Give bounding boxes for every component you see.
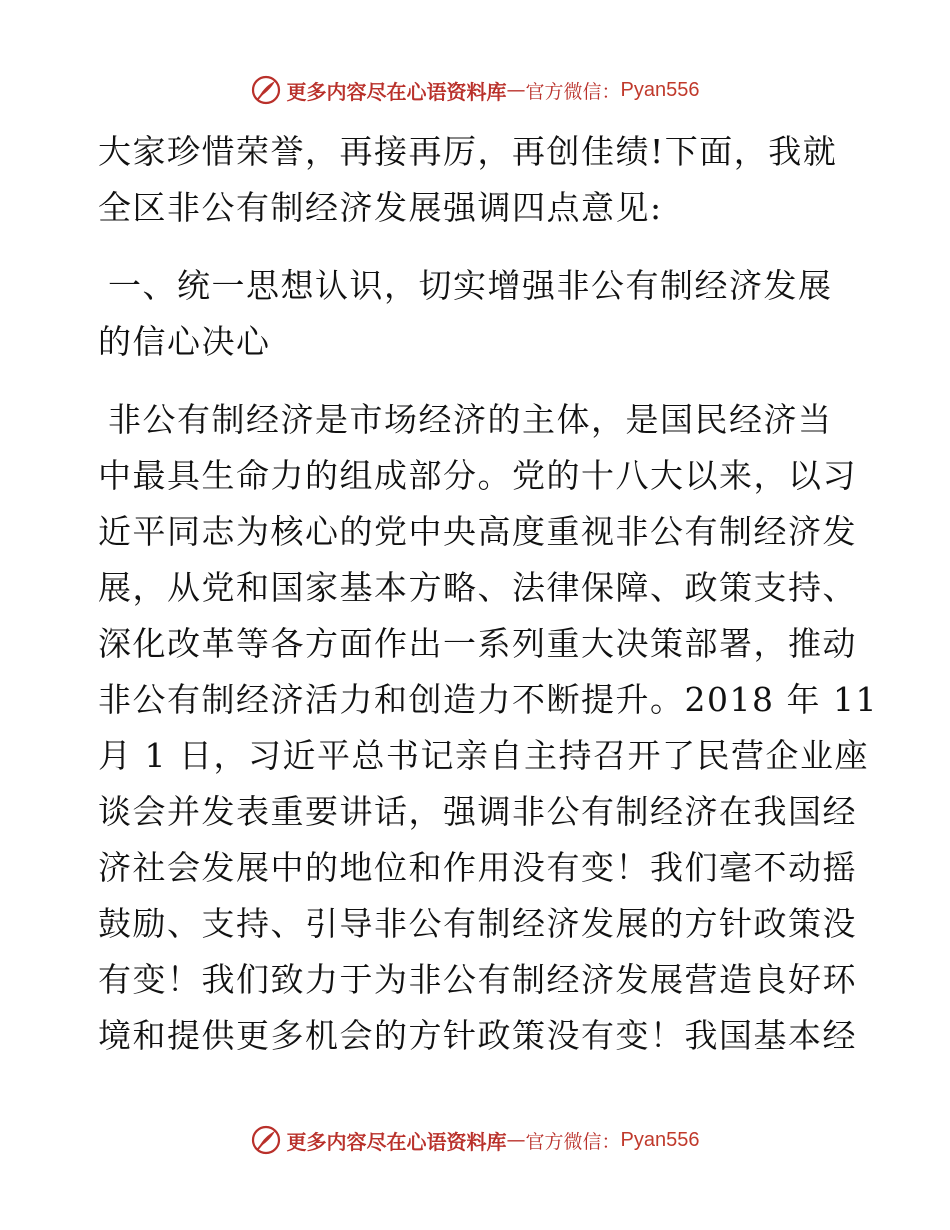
body-line: 谈会并发表重要讲话，强调非公有制经济在我国经 xyxy=(98,792,857,831)
wechat-label: 官方微信： xyxy=(525,80,621,103)
banner-separator: — xyxy=(506,79,526,101)
body-line: 济社会发展中的地位和作用没有变！我们毫不动摇 xyxy=(98,848,857,887)
body-line: 境和提供更多机会的方针政策没有变！我国基本经 xyxy=(98,1016,857,1055)
wechat-id: Pyan556 xyxy=(620,78,700,101)
section-heading-line: 一、统一思想认识，切实增强非公有制经济发展 xyxy=(108,266,833,305)
body-line: 鼓励、支持、引导非公有制经济发展的方针政策没 xyxy=(98,904,857,943)
body-line: 非公有制经济是市场经济的主体，是国民经济当 xyxy=(108,400,833,439)
body-line: 月 1 日，习近平总书记亲自主持召开了民营企业座 xyxy=(98,736,869,775)
footer-banner xyxy=(0,1120,950,1160)
header-banner xyxy=(0,70,950,110)
section-heading-line: 的信心决心 xyxy=(98,322,271,361)
banner-separator: — xyxy=(506,1129,526,1151)
body-line: 中最具生命力的组成部分。党的十八大以来，以习 xyxy=(98,456,857,495)
quill-logo-icon xyxy=(251,1125,281,1155)
wechat-label: 官方微信： xyxy=(525,1130,621,1153)
banner-text: 更多内容尽在心语资料库 xyxy=(286,1129,507,1154)
quill-logo-icon xyxy=(251,75,281,105)
body-line: 展，从党和国家基本方略、法律保障、政策支持、 xyxy=(98,568,857,607)
body-line: 非公有制经济活力和创造力不断提升。2018 年 11 xyxy=(98,680,878,719)
body-line: 近平同志为核心的党中央高度重视非公有制经济发 xyxy=(98,512,857,551)
intro-line: 全区非公有制经济发展强调四点意见: xyxy=(98,188,663,227)
body-line: 深化改革等各方面作出一系列重大决策部署，推动 xyxy=(98,624,857,663)
banner-text: 更多内容尽在心语资料库 xyxy=(286,79,507,104)
body-line: 有变！我们致力于为非公有制经济发展营造良好环 xyxy=(98,960,857,999)
document-body xyxy=(98,124,878,1064)
intro-line: 大家珍惜荣誉，再接再厉，再创佳绩!下面，我就 xyxy=(98,132,838,171)
wechat-id: Pyan556 xyxy=(620,1128,700,1151)
